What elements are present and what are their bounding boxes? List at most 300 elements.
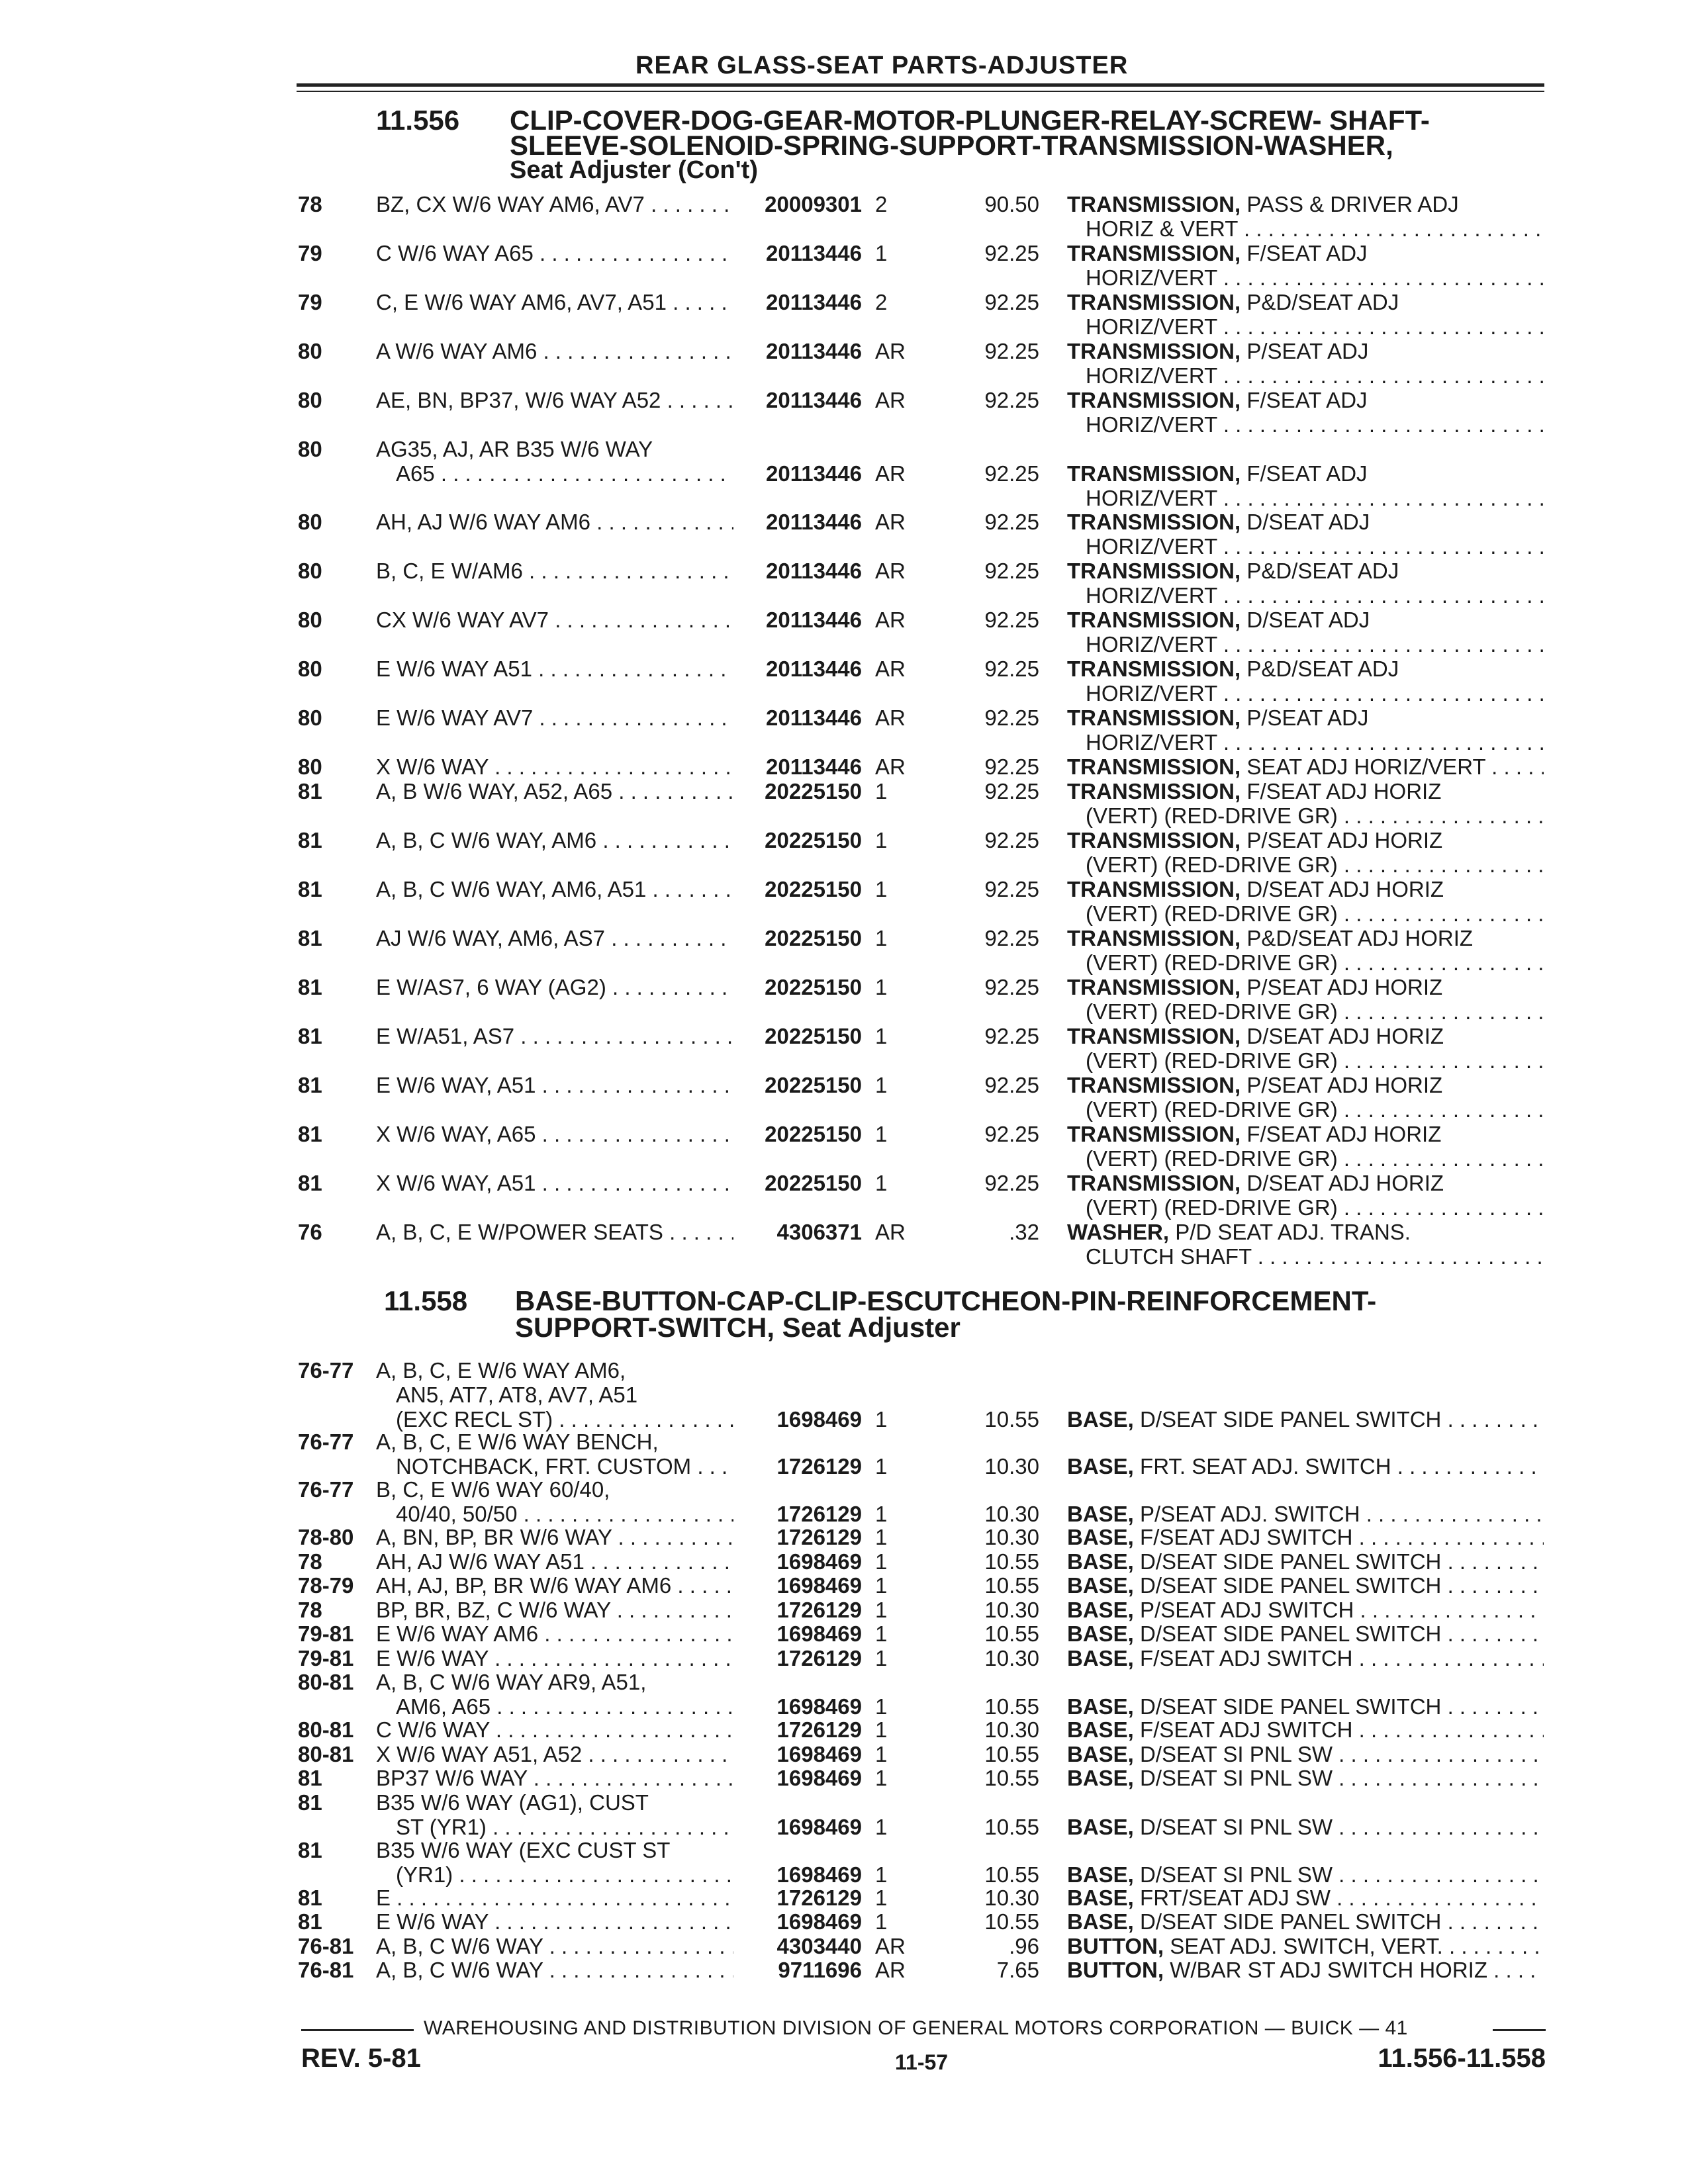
description [1067, 705, 1544, 731]
description-text: P/SEAT ADJ [1246, 705, 1369, 730]
price: 90.50 [984, 192, 1039, 216]
part-number: 1698469 [776, 1407, 862, 1432]
part-name: TRANSMISSION, [1067, 1171, 1241, 1195]
model-year: 80 [298, 388, 322, 412]
price: 92.25 [984, 1122, 1039, 1146]
part-number: 20113446 [765, 290, 862, 314]
description [1067, 339, 1544, 364]
part-number: 1698469 [776, 1741, 862, 1766]
description [1067, 1909, 1544, 1934]
model-year: 78 [298, 1597, 322, 1622]
quantity: 2 [875, 192, 888, 216]
model-year: 81 [298, 1024, 322, 1048]
application: A, B, C, E W/6 WAY BENCH, [376, 1430, 659, 1454]
model-year: 81 [298, 926, 322, 950]
part-number: 1698469 [776, 1862, 862, 1887]
description [1067, 1621, 1544, 1647]
part-number: 20113446 [765, 657, 862, 681]
footer-note: WAREHOUSING AND DISTRIBUTION DIVISION OF GENERAL MOTORS CORPORATION — BUICK — 41 [424, 2017, 1408, 2039]
quantity: 1 [875, 1909, 888, 1934]
description-text: F/SEAT ADJ [1246, 461, 1368, 486]
model-year: 76-77 [298, 1477, 354, 1502]
application: E W/6 WAY A51 . . . [376, 657, 733, 682]
part-name: BUTTON, [1067, 1933, 1164, 1958]
price: 92.25 [984, 388, 1039, 412]
part-name: BASE, [1067, 1885, 1134, 1910]
description-continued: HORIZ/VERT . . . [1086, 632, 1544, 657]
description-text: D/SEAT SIDE PANEL SWITCH [1140, 1407, 1442, 1432]
model-year: 79-81 [298, 1621, 354, 1646]
model-year: 79 [298, 290, 322, 314]
part-number: 1698469 [776, 1909, 862, 1934]
application: X W/6 WAY, A51 . . . [376, 1171, 733, 1196]
description [1067, 510, 1544, 535]
part-number: 1698469 [776, 1694, 862, 1719]
quantity: 1 [875, 1885, 888, 1910]
description [1067, 461, 1544, 486]
description-text: P&D/SEAT ADJ [1246, 657, 1399, 681]
part-number: 4306371 [776, 1220, 862, 1244]
price: 92.25 [984, 657, 1039, 681]
part-name: BASE, [1067, 1717, 1134, 1742]
footer-rule-right [1493, 2029, 1546, 2031]
description [1067, 828, 1544, 853]
model-year: 80 [298, 754, 322, 779]
part-name: TRANSMISSION, [1067, 779, 1241, 803]
part-name: TRANSMISSION, [1067, 1122, 1241, 1146]
description [1067, 388, 1544, 413]
description [1067, 1646, 1544, 1671]
part-number: 20113446 [765, 461, 862, 486]
model-year: 80-81 [298, 1741, 354, 1766]
description [1067, 1573, 1544, 1598]
description-text: F/SEAT ADJ [1246, 388, 1368, 412]
description-text: D/SEAT SIDE PANEL SWITCH [1140, 1573, 1442, 1598]
price: 10.55 [984, 1549, 1039, 1574]
price: 10.55 [984, 1862, 1039, 1887]
quantity: 1 [875, 1645, 888, 1670]
price: 92.25 [984, 779, 1039, 803]
part-name: BASE, [1067, 1454, 1134, 1479]
model-year: 80 [298, 510, 322, 534]
description-text: W/BAR ST ADJ SWITCH HORIZ [1170, 1958, 1487, 1982]
quantity: 1 [875, 1741, 888, 1766]
part-number: 20225150 [765, 828, 862, 852]
application: A, BN, BP, BR W/6 WAY . . . [376, 1525, 733, 1550]
quantity: 1 [875, 926, 888, 950]
model-year: 81 [298, 828, 322, 852]
application: BZ, CX W/6 WAY AM6, AV7 . . . [376, 192, 733, 217]
application: E . . . [376, 1886, 733, 1911]
part-number: 20225150 [765, 1024, 862, 1048]
application: CX W/6 WAY AV7 . . . [376, 608, 733, 633]
description-continued: HORIZ/VERT . . . [1086, 681, 1544, 706]
description-text: P/SEAT ADJ HORIZ [1246, 1073, 1443, 1097]
quantity: AR [875, 754, 906, 779]
quantity: 1 [875, 1073, 888, 1097]
application-continued: 40/40, 50/50 . . . [396, 1502, 733, 1527]
application: B35 W/6 WAY (AG1), CUST [376, 1790, 649, 1815]
price: 92.25 [984, 241, 1039, 265]
part-name: TRANSMISSION, [1067, 754, 1241, 779]
description-text: P/SEAT ADJ. SWITCH [1140, 1502, 1360, 1526]
application: AH, AJ W/6 WAY A51 . . . [376, 1549, 733, 1574]
description-text: SEAT ADJ. SWITCH, VERT. [1170, 1933, 1443, 1958]
quantity: AR [875, 1220, 906, 1244]
price: 10.55 [984, 1766, 1039, 1790]
header-rule-thin [297, 91, 1544, 92]
description-continued: HORIZ/VERT . . . [1086, 583, 1544, 608]
section-number: 11.558 [384, 1285, 468, 1316]
part-name: BASE, [1067, 1573, 1134, 1598]
part-number: 20113446 [765, 705, 862, 730]
part-name: BASE, [1067, 1621, 1134, 1646]
description [1067, 877, 1544, 902]
application: E W/6 WAY AM6 . . . [376, 1621, 733, 1647]
description-text: F/SEAT ADJ HORIZ [1246, 779, 1442, 803]
model-year: 76-77 [298, 1358, 354, 1383]
quantity: 1 [875, 1694, 888, 1719]
price: 92.25 [984, 1024, 1039, 1048]
description-text: SEAT ADJ HORIZ/VERT [1246, 754, 1486, 779]
quantity: AR [875, 1958, 906, 1982]
model-year: 80 [298, 657, 322, 681]
quantity: 2 [875, 290, 888, 314]
part-number: 1726129 [776, 1885, 862, 1910]
description [1067, 1454, 1544, 1479]
description [1067, 926, 1544, 951]
price: 92.25 [984, 559, 1039, 583]
description [1067, 1220, 1544, 1245]
description [1067, 1502, 1544, 1527]
description [1067, 975, 1544, 1000]
section-number: 11.556 [376, 105, 460, 136]
model-year: 76-77 [298, 1430, 354, 1454]
description-text: D/SEAT ADJ HORIZ [1246, 877, 1444, 901]
model-year: 80 [298, 559, 322, 583]
application: E W/6 WAY AV7 . . . [376, 705, 733, 731]
description-text: P&D/SEAT ADJ [1246, 559, 1399, 583]
description [1067, 290, 1544, 315]
description-continued: HORIZ/VERT . . . [1086, 486, 1544, 511]
description-text: D/SEAT ADJ [1246, 608, 1370, 632]
part-number: 1698469 [776, 1766, 862, 1790]
description-text: P/SEAT ADJ HORIZ [1246, 975, 1443, 999]
application: AE, BN, BP37, W/6 WAY A52 . . . [376, 388, 733, 413]
description-text: D/SEAT SI PNL SW [1140, 1766, 1333, 1790]
quantity: 1 [875, 1717, 888, 1742]
price: .96 [1009, 1933, 1039, 1958]
price: 92.25 [984, 877, 1039, 901]
price: 10.55 [984, 1621, 1039, 1646]
model-year: 79 [298, 241, 322, 265]
part-number: 20113446 [765, 608, 862, 632]
application: A W/6 WAY AM6 . . . [376, 339, 733, 364]
application-continued: AN5, AT7, AT8, AV7, A51 [396, 1383, 638, 1407]
part-number: 1698469 [776, 1814, 862, 1839]
description-continued: HORIZ & VERT . . . [1086, 216, 1544, 242]
quantity: 1 [875, 1814, 888, 1839]
application: C, E W/6 WAY AM6, AV7, A51 . . . [376, 290, 733, 315]
description-text: D/SEAT SIDE PANEL SWITCH [1140, 1909, 1442, 1934]
quantity: 1 [875, 1171, 888, 1195]
part-number: 20113446 [765, 339, 862, 363]
part-name: TRANSMISSION, [1067, 1073, 1241, 1097]
part-name: TRANSMISSION, [1067, 241, 1241, 265]
model-year: 76 [298, 1220, 322, 1244]
description-text: P/D SEAT ADJ. TRANS. [1175, 1220, 1411, 1244]
application: BP37 W/6 WAY . . . [376, 1766, 733, 1791]
description-continued: HORIZ/VERT . . . [1086, 265, 1544, 291]
part-number: 1698469 [776, 1573, 862, 1598]
description-text: FRT/SEAT ADJ SW [1140, 1885, 1331, 1910]
description-continued: (VERT) (RED-DRIVE GR) . . . [1086, 1048, 1544, 1073]
section-heading-line: SUPPORT-SWITCH, Seat Adjuster [515, 1312, 961, 1343]
part-name: TRANSMISSION, [1067, 510, 1241, 534]
description [1067, 192, 1544, 217]
quantity: 1 [875, 828, 888, 852]
part-name: TRANSMISSION, [1067, 461, 1241, 486]
application: X W/6 WAY, A65 . . . [376, 1122, 733, 1147]
application: AH, AJ, BP, BR W/6 WAY AM6 . . . [376, 1573, 733, 1598]
description-text: D/SEAT SI PNL SW [1140, 1862, 1333, 1887]
part-number: 20225150 [765, 1171, 862, 1195]
description-continued: (VERT) (RED-DRIVE GR) . . . [1086, 1097, 1544, 1122]
price: 92.25 [984, 1171, 1039, 1195]
application: E W/6 WAY . . . [376, 1909, 733, 1934]
application: E W/A51, AS7 . . . [376, 1024, 733, 1049]
part-name: BASE, [1067, 1407, 1134, 1432]
price: 92.25 [984, 1073, 1039, 1097]
price: 92.25 [984, 461, 1039, 486]
model-year: 80-81 [298, 1717, 354, 1742]
description [1067, 1862, 1544, 1888]
description [1067, 1958, 1544, 1983]
application: A, B, C, E W/6 WAY AM6, [376, 1358, 626, 1383]
quantity: 1 [875, 1549, 888, 1574]
part-number: 20113446 [765, 559, 862, 583]
price: .32 [1009, 1220, 1039, 1244]
page-title: REAR GLASS-SEAT PARTS-ADJUSTER [635, 52, 1129, 79]
price: 92.25 [984, 339, 1039, 363]
part-number: 20113446 [765, 510, 862, 534]
price: 10.30 [984, 1454, 1039, 1479]
description-text: F/SEAT ADJ SWITCH [1140, 1645, 1353, 1670]
description-text: P&D/SEAT ADJ [1246, 290, 1399, 314]
description [1067, 1717, 1544, 1743]
description-text: FRT. SEAT ADJ. SWITCH [1140, 1454, 1391, 1479]
part-name: TRANSMISSION, [1067, 1024, 1241, 1048]
model-year: 81 [298, 1790, 322, 1815]
description-text: P/SEAT ADJ [1246, 339, 1369, 363]
application: X W/6 WAY . . . [376, 754, 733, 780]
description-text: F/SEAT ADJ SWITCH [1140, 1525, 1353, 1549]
part-name: BASE, [1067, 1549, 1134, 1574]
application-continued: NOTCHBACK, FRT. CUSTOM . . . [396, 1454, 733, 1479]
price: 92.25 [984, 290, 1039, 314]
part-number: 1726129 [776, 1454, 862, 1479]
description [1067, 779, 1544, 804]
description [1067, 754, 1544, 780]
part-name: TRANSMISSION, [1067, 608, 1241, 632]
part-name: BASE, [1067, 1502, 1134, 1526]
description [1067, 1122, 1544, 1147]
description-text: F/SEAT ADJ HORIZ [1246, 1122, 1442, 1146]
model-year: 81 [298, 1885, 322, 1910]
price: 10.55 [984, 1407, 1039, 1432]
description [1067, 1598, 1544, 1623]
part-number: 20225150 [765, 779, 862, 803]
section-heading-line: BASE-BUTTON-CAP-CLIP-ESCUTCHEON-PIN-REINFORCEMENT- [515, 1285, 1377, 1316]
description-continued: HORIZ/VERT . . . [1086, 363, 1544, 388]
quantity: AR [875, 461, 906, 486]
price: 92.25 [984, 828, 1039, 852]
part-number: 1726129 [776, 1502, 862, 1526]
application-continued: (EXC RECL ST) . . . [396, 1407, 733, 1432]
description [1067, 1934, 1544, 1959]
description [1067, 657, 1544, 682]
part-number: 20113446 [765, 754, 862, 779]
quantity: AR [875, 339, 906, 363]
quantity: AR [875, 510, 906, 534]
part-name: BASE, [1067, 1909, 1134, 1934]
description [1067, 1073, 1544, 1098]
application: A, B W/6 WAY, A52, A65 . . . [376, 779, 733, 804]
description [1067, 1886, 1544, 1911]
model-year: 76-81 [298, 1958, 354, 1982]
description-continued: (VERT) (RED-DRIVE GR) . . . [1086, 901, 1544, 927]
application-continued: ST (YR1) . . . [396, 1815, 733, 1840]
price: 10.55 [984, 1741, 1039, 1766]
price: 10.30 [984, 1597, 1039, 1622]
description-text: D/SEAT SI PNL SW [1140, 1814, 1333, 1839]
part-number: 1726129 [776, 1717, 862, 1742]
price: 92.25 [984, 608, 1039, 632]
application: E W/AS7, 6 WAY (AG2) . . . [376, 975, 733, 1000]
price: 7.65 [996, 1958, 1039, 1982]
part-name: TRANSMISSION, [1067, 926, 1241, 950]
description-text: PASS & DRIVER ADJ [1246, 192, 1459, 216]
application: A, B, C, E W/POWER SEATS . . . [376, 1220, 733, 1245]
price: 92.25 [984, 754, 1039, 779]
part-number: 20225150 [765, 926, 862, 950]
quantity: AR [875, 388, 906, 412]
price: 10.30 [984, 1645, 1039, 1670]
description-continued: (VERT) (RED-DRIVE GR) . . . [1086, 999, 1544, 1024]
part-name: TRANSMISSION, [1067, 877, 1241, 901]
price: 92.25 [984, 975, 1039, 999]
model-year: 81 [298, 1837, 322, 1862]
quantity: AR [875, 657, 906, 681]
part-name: TRANSMISSION, [1067, 975, 1241, 999]
model-year: 78-79 [298, 1573, 354, 1598]
description-continued: (VERT) (RED-DRIVE GR) . . . [1086, 1195, 1544, 1220]
part-name: WASHER, [1067, 1220, 1170, 1244]
description-continued: CLUTCH SHAFT . . . [1086, 1244, 1544, 1269]
description-text: D/SEAT SIDE PANEL SWITCH [1140, 1621, 1442, 1646]
description [1067, 1742, 1544, 1767]
application-continued: AM6, A65 . . . [396, 1694, 733, 1719]
section-heading-line: SLEEVE-SOLENOID-SPRING-SUPPORT-TRANSMISSION-WASHER, [510, 130, 1393, 161]
part-number: 20225150 [765, 975, 862, 999]
description-continued: (VERT) (RED-DRIVE GR) . . . [1086, 852, 1544, 878]
application: C W/6 WAY . . . [376, 1717, 733, 1743]
model-year: 81 [298, 1122, 322, 1146]
part-number: 1726129 [776, 1525, 862, 1549]
description [1067, 1766, 1544, 1791]
part-name: TRANSMISSION, [1067, 828, 1241, 852]
application: E W/6 WAY . . . [376, 1646, 733, 1671]
application: B35 W/6 WAY (EXC CUST ST [376, 1837, 671, 1862]
price: 10.30 [984, 1717, 1039, 1742]
description [1067, 241, 1544, 266]
quantity: 1 [875, 975, 888, 999]
description-text: D/SEAT ADJ HORIZ [1246, 1024, 1444, 1048]
description [1067, 1024, 1544, 1049]
model-year: 81 [298, 975, 322, 999]
description-text: P/SEAT ADJ SWITCH [1140, 1597, 1354, 1622]
model-year: 80 [298, 339, 322, 363]
part-number: 4303440 [776, 1933, 862, 1958]
model-year: 81 [298, 1909, 322, 1934]
model-year: 78 [298, 192, 322, 216]
part-number: 20225150 [765, 1073, 862, 1097]
description-text: D/SEAT SIDE PANEL SWITCH [1140, 1549, 1442, 1574]
model-year: 76-81 [298, 1933, 354, 1958]
description-text: D/SEAT SIDE PANEL SWITCH [1140, 1694, 1442, 1719]
page-number: 11-57 [895, 2050, 949, 2074]
price: 10.30 [984, 1502, 1039, 1526]
description [1067, 1407, 1544, 1432]
application: E W/6 WAY, A51 . . . [376, 1073, 733, 1098]
part-name: TRANSMISSION, [1067, 705, 1241, 730]
application: B, C, E W/6 WAY 60/40, [376, 1477, 610, 1502]
application: A, B, C W/6 WAY . . . [376, 1934, 733, 1959]
description [1067, 1525, 1544, 1550]
quantity: 1 [875, 1454, 888, 1479]
quantity: 1 [875, 1573, 888, 1598]
model-year: 78-80 [298, 1525, 354, 1549]
price: 10.30 [984, 1525, 1039, 1549]
application: B, C, E W/AM6 . . . [376, 559, 733, 584]
model-year: 80-81 [298, 1670, 354, 1694]
model-year: 81 [298, 1171, 322, 1195]
part-number: 20113446 [765, 241, 862, 265]
description-text: D/SEAT ADJ HORIZ [1246, 1171, 1444, 1195]
quantity: 1 [875, 241, 888, 265]
part-name: BASE, [1067, 1694, 1134, 1719]
description-continued: HORIZ/VERT . . . [1086, 412, 1544, 437]
part-number: 20225150 [765, 1122, 862, 1146]
part-name: BASE, [1067, 1862, 1134, 1887]
part-name: BASE, [1067, 1741, 1134, 1766]
model-year: 81 [298, 1766, 322, 1790]
application: X W/6 WAY A51, A52 . . . [376, 1742, 733, 1767]
description-text: D/SEAT SI PNL SW [1140, 1741, 1333, 1766]
description-text: P&D/SEAT ADJ HORIZ [1246, 926, 1474, 950]
price: 92.25 [984, 705, 1039, 730]
application: BP, BR, BZ, C W/6 WAY . . . [376, 1598, 733, 1623]
part-name: BASE, [1067, 1525, 1134, 1549]
part-number: 9711696 [778, 1958, 862, 1982]
description-continued: HORIZ/VERT . . . [1086, 314, 1544, 340]
application: A, B, C W/6 WAY . . . [376, 1958, 733, 1983]
quantity: 1 [875, 779, 888, 803]
section-range: 11.556-11.558 [1378, 2044, 1546, 2073]
application: A, B, C W/6 WAY AR9, A51, [376, 1670, 647, 1694]
description-text: F/SEAT ADJ [1246, 241, 1368, 265]
description [1067, 559, 1544, 584]
